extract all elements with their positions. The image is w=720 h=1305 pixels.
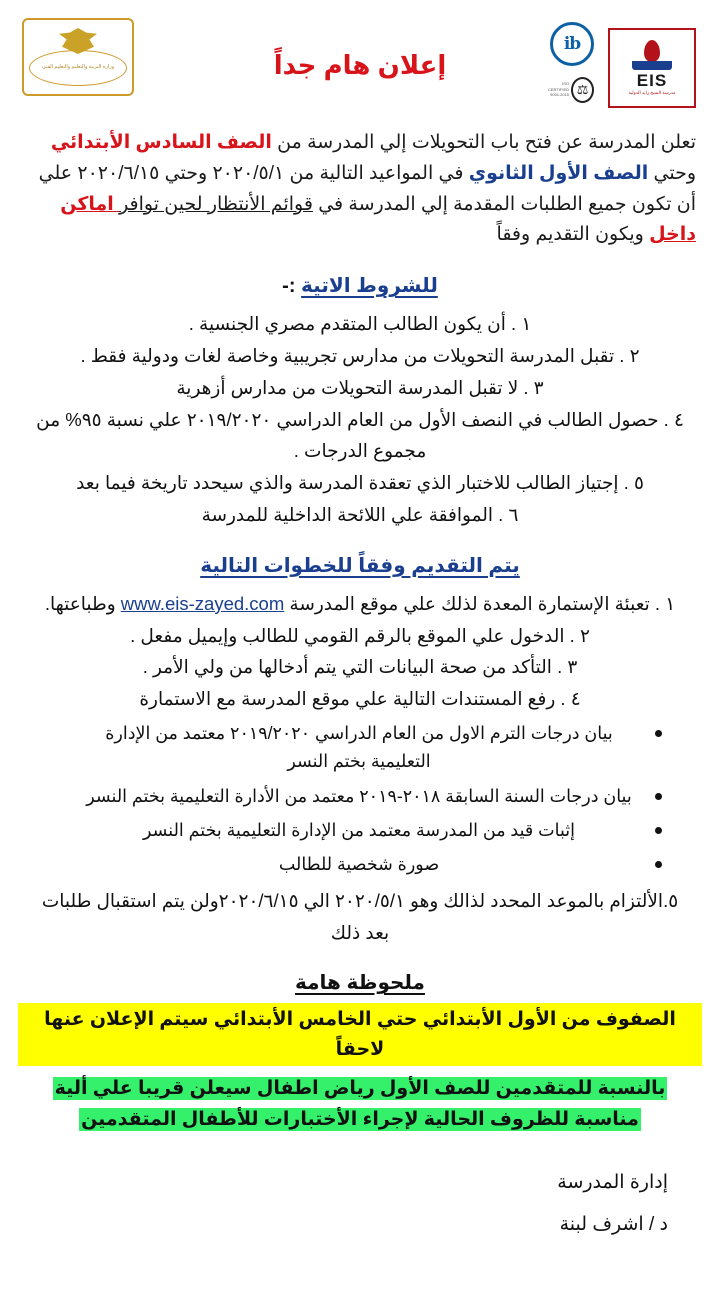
- list-item: ٣ . التأكد من صحة البيانات التي يتم أدخالها من ولي الأمر .: [142, 656, 578, 678]
- intro-part-2: وحتي: [648, 162, 696, 184]
- iso-logo-text: [548, 82, 569, 98]
- conditions-heading: [18, 273, 702, 298]
- list-item: ٤ . رفع المستندات التالية علي موقع المدرسة مع الاستمارة: [139, 688, 581, 710]
- page-title: إعلان هام جداً: [273, 50, 447, 80]
- steps-list-final: [18, 885, 702, 949]
- intro-grade-to: الصف الأول الثانوي: [468, 162, 649, 184]
- intro-date-to: ٢٠٢٠/٦/١٥: [77, 162, 160, 184]
- intro-date-from: ٢٠٢٠/٥/١: [212, 162, 285, 184]
- note-yellow-wrapper: [18, 1003, 702, 1066]
- iso-line-3: 9001:2015: [550, 92, 570, 98]
- intro-waiting-list: قوائم الأنتظار لحين توافر: [119, 193, 313, 215]
- list-item: ٥.الألتزام بالموعد المحدد لذالك وهو ٢٠٢٠/٥/١ الي ٢٠٢٠/٦/١٥ولن يتم استقبال طلبات بعد ذلك: [41, 889, 679, 943]
- intro-seats-available: اماكن داخل: [60, 193, 696, 246]
- intro-part-5: علي أن تكون جميع الطلبات المقدمة إلي المدرسة في: [38, 162, 696, 215]
- conditions-list: [18, 308, 702, 531]
- list-item: ٦ . الموافقة علي اللائحة الداخلية للمدرسة: [201, 503, 519, 525]
- steps-heading: [18, 553, 702, 578]
- intro-grade-from: الصف السادس الأبتدائي: [50, 132, 272, 153]
- steps-list: [18, 588, 702, 715]
- list-item: ٢ . الدخول علي الموقع بالرقم القومي للطالب وإيميل مفعل .: [130, 624, 590, 646]
- step-1-text-before: ١ . تعبئة الإستمارة المعدة لذلك علي موقع المدرسة: [284, 592, 676, 614]
- signature-name: د / اشرف لبنة: [559, 1213, 668, 1235]
- ministry-logo-text: وزارة التربية والتعليم والتعليم الفني: [41, 64, 115, 71]
- eis-logo-subtitle: مدرسة الشيخ زايد الدولية: [628, 90, 676, 96]
- intro-part-6: ويكون التقديم وفقاً: [496, 224, 650, 246]
- school-website-link[interactable]: www.eis-zayed.com: [120, 592, 285, 614]
- award-icon: ⚖: [571, 77, 594, 103]
- note-highlight-green: بالنسبة للمتقدمين للصف الأول رياض اطفال سيعلن قريبا علي ألية مناسبة للظروف الحالية لإجراء الأختبارات للأطفال المتقدمين: [54, 1078, 666, 1130]
- conditions-heading-text: للشروط الاتية: [301, 275, 438, 298]
- list-item: ٥ . إجتياز الطالب للاختبار الذي تعقدة المدرسة والذي سيحدد تاريخة فيما بعد: [76, 472, 644, 494]
- intro-paragraph: [18, 128, 702, 251]
- list-item: صورة شخصية للطالب: [78, 850, 662, 878]
- intro-part-3: في المواعيد التالية من: [284, 162, 469, 184]
- list-item: بيان درجات السنة السابقة ٢٠١٨-٢٠١٩ معتمد من الأدارة التعليمية بختم النسر: [78, 782, 662, 810]
- list-item: ٤ . حصول الطالب في النصف الأول من العام الدراسي ٢٠١٩/٢٠٢٠ علي نسبة ٩٥% من مجموع الدرجات .: [36, 408, 684, 462]
- intro-part-4: وحتي: [159, 162, 213, 184]
- list-item: بيان درجات الترم الاول من العام الدراسي ٢٠١٩/٢٠٢٠ معتمد من الإدارة التعليمية بختم النسر: [78, 719, 662, 776]
- signature-organization: إدارة المدرسة: [557, 1171, 668, 1193]
- ib-logo-text: ib: [563, 34, 581, 54]
- list-item: ٣ . لا تقبل المدرسة التحويلات من مدارس أزهرية: [176, 376, 544, 398]
- signature-block: [18, 1162, 702, 1246]
- list-item: [18, 588, 702, 620]
- page-header: [18, 10, 702, 122]
- list-item: ١ . أن يكون الطالب المتقدم مصري الجنسية .: [188, 313, 532, 335]
- note-highlight-yellow: الصفوف من الأول الأبتدائي حتي الخامس الأبتدائي سيتم الإعلان عنها لاحقاً: [18, 1003, 702, 1066]
- conditions-heading-tail: :-: [282, 275, 296, 298]
- list-item: إثبات قيد من المدرسة معتمد من الإدارة التعليمية بختم النسر: [78, 816, 662, 844]
- eis-logo-text: EIS: [636, 71, 668, 91]
- list-item: ٢ . تقبل المدرسة التحويلات من مدارس تجريبية وخاصة لغات ودولية فقط .: [80, 344, 640, 366]
- required-documents-list: [78, 719, 662, 879]
- steps-heading-text: يتم التقديم وفقاً للخطوات التالية: [200, 554, 520, 577]
- intro-part-1: تعلن المدرسة عن فتح باب التحويلات إلي المدرسة من: [271, 132, 696, 153]
- important-note-heading: ملحوظة هامة: [295, 972, 425, 995]
- iso-line-2: CERTIFIED: [548, 86, 570, 92]
- note-green-wrapper: [18, 1074, 702, 1136]
- iso-line-1: ISO: [562, 80, 570, 86]
- step-1-text-after: وطباعتها.: [44, 592, 121, 614]
